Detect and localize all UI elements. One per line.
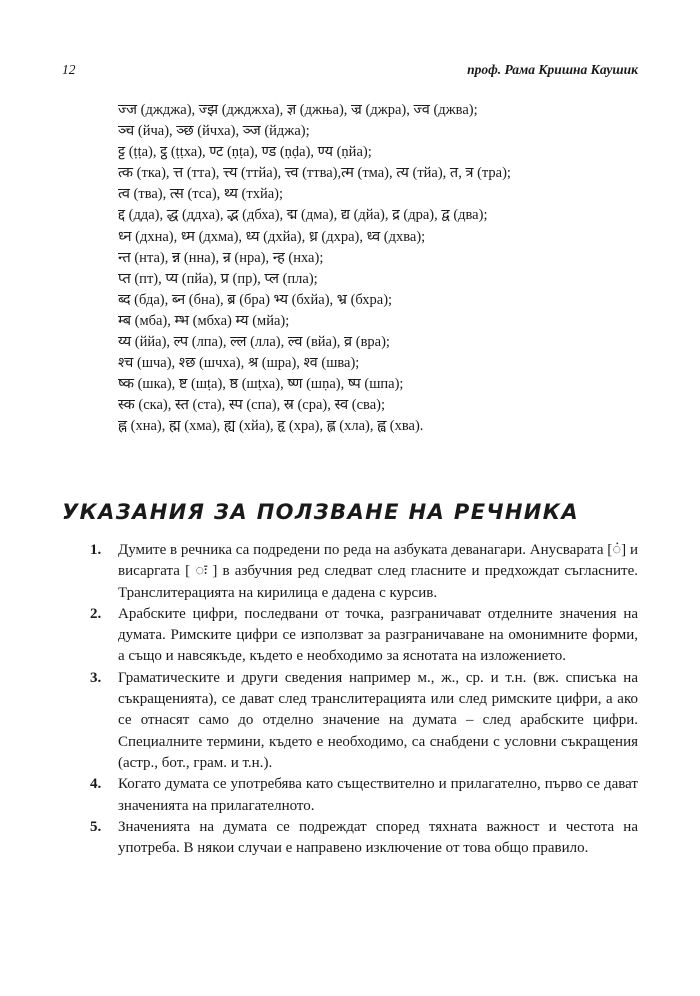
list-item <box>90 668 638 774</box>
conjunct-line: त्क (тка), त्त (тта), त्त्य (ттйа), त्त्व (ттва),त्म (тма), त्य (тйа), त, त्र (тра); <box>118 165 511 182</box>
item-number: 2. <box>90 605 102 622</box>
item-text: Граматическите и други сведения например м., ж., ср. и т.н. (вж. списъка на съкращенията), се дават след транслитерацията или след римските цифри, а ако се отнасят само до отделно значение на думата – след арабските цифри. Специалните термини, където е необходимо, са снабдени с условни съкращения (астр., бот., грам. и т.н.). <box>118 669 638 771</box>
conjunct-line: ज्ज (джджа), ज्झ (джджха), ज्ञ (джња), ज्र (джра), ज्व (джва); <box>118 102 478 118</box>
list-item <box>90 604 638 668</box>
conjunct-line: ह्न (хна), ह्म (хма), ह्य (хйа), हृ (хра), ह्ल (хла), ह्व (хва). <box>118 418 424 435</box>
conjunct-line: म्ब (мба), म्भ (мбха) म्य (мйа); <box>118 312 290 329</box>
item-text: Арабските цифри, последвани от точка, разграничават отделните значения на думата. Римските цифри се използват за разграничаване на омонимните форми, а също и навсякъде, където е необходимо за яснотата на изложението. <box>118 605 638 665</box>
conjunct-line: न्त (нта), न्न (нна), न्र (нра), न्ह (нха); <box>118 249 324 266</box>
list-item <box>90 540 638 604</box>
conjunct-line: य्य (ййа), ल्प (лпа), ल्ल (лла), ल्व (вйа), व्र (вра); <box>118 334 390 351</box>
item-text: Когато думата се употребява като съществително и прилагателно, първо се дават значенията на прилагателното. <box>118 776 638 814</box>
conjunct-line: श्च (шча), श्छ (шчха), श्र (шра), श्व (шва); <box>118 355 360 372</box>
conjunct-line: ञ्च (йча), ञ्छ (йчха), ञ्ज (йджа); <box>118 123 310 140</box>
conjunct-line: प्त (пт), प्य (пйа), प्र (пр), प्ल (пла); <box>118 270 318 287</box>
item-number: 3. <box>90 669 102 686</box>
conjunct-line: ष्क (шка), ष्ट (шṭа), ष्ठ (шṭха), ष्ण (шṇа), ष्प (шпа); <box>118 376 404 393</box>
instructions-list <box>90 540 638 859</box>
list-item <box>90 774 638 817</box>
list-item <box>90 817 638 860</box>
running-header-author: проф. Рама Кришна Каушик <box>467 62 638 77</box>
conjunct-line: स्क (ска), स्त (ста), स्प (спа), स्र (сра), स्व (сва); <box>118 397 386 414</box>
conjunct-line: ध्न (дхна), ध्म (дхма), ध्य (дхйа), ध्र (дхра), ध्व (дхва); <box>118 228 426 245</box>
item-number: 4. <box>90 776 102 793</box>
item-number: 1. <box>90 542 102 558</box>
conjunct-line: ब्द (бда), ब्न (бна), ब्र (бра) भ्य (бхйа), भ्र (бхра); <box>118 291 393 308</box>
conjunct-list <box>118 100 598 438</box>
section-heading: УКАЗАНИЯ ЗА ПОЛЗВАНЕ НА РЕЧНИКА <box>62 500 579 524</box>
running-header <box>62 62 638 82</box>
item-text: Значенията на думата се подреждат според тяхната важност и честота на употреба. В някои случаи е направено изключение от това общо правило. <box>118 818 638 857</box>
conjunct-line: द्द (дда), द्ध (ддха), द्भ (дбха), द्म (дма), द्य (дйа), द्र (дра), द्व (два); <box>118 207 488 224</box>
item-number: 5. <box>90 818 102 835</box>
conjunct-line: ट्ट (ṭṭа), ट्ठ (ṭṭха), ण्ट (ṇṭа), ण्ड (ṇḍа), ण्य (ṇйа); <box>118 144 372 161</box>
conjunct-line: त्व (тва), त्स (тса), थ्य (тхйа); <box>118 186 284 203</box>
page-number: 12 <box>62 62 76 77</box>
item-text: Думите в речника са подредени по реда на азбуката деванагари. Анусварата [ं] и висаргата [ ः ] в азбучния ред следват след гласните и предхождат съгласните. Транслитерацията на кирилица е дадена с курсив. <box>118 542 638 601</box>
